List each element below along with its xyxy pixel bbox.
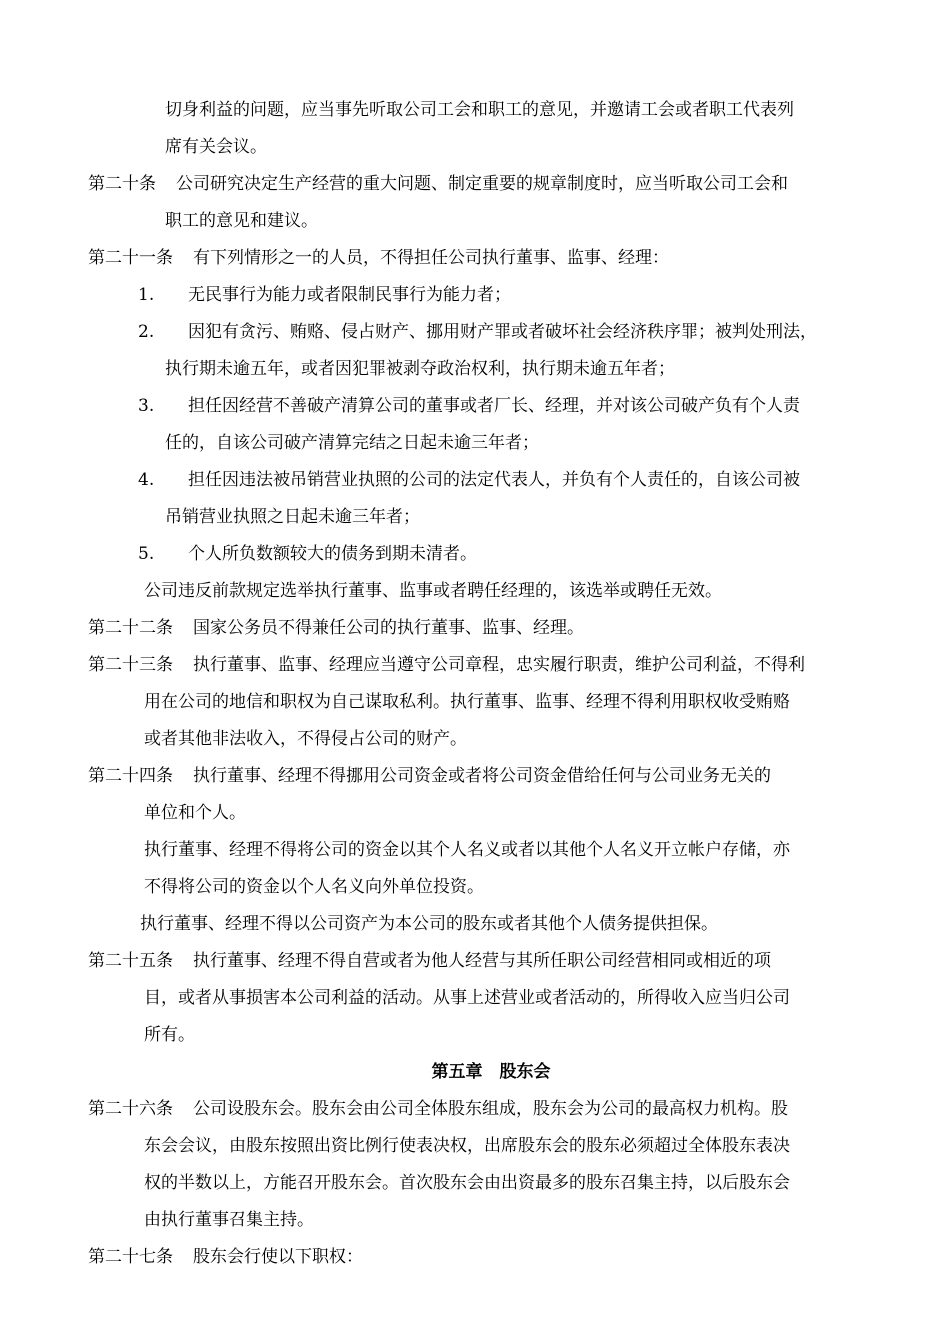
- continuation-line: 公司违反前款规定选举执行董事、监事或者聘任经理的，该选举或聘任无效。: [144, 581, 722, 601]
- article-line: [88, 240, 864, 277]
- article-line: [88, 943, 864, 980]
- article-number: 第二十五条: [88, 951, 173, 971]
- article-text: 公司研究决定生产经营的重大问题、制定重要的规章制度时，应当听取公司工会和: [176, 174, 788, 194]
- document-page: [88, 92, 864, 1276]
- list-item-number: 2.: [138, 322, 155, 342]
- article-text: 国家公务员不得兼任公司的执行董事、监事、经理。: [193, 618, 584, 638]
- list-item: [88, 462, 864, 499]
- continuation-line: 执行董事、经理不得以公司资产为本公司的股东或者其他个人债务提供担保。: [140, 914, 718, 934]
- continuation-line: 执行董事、经理不得将公司的资金以其个人名义或者以其他个人名义开立帐户存储，亦: [144, 840, 790, 860]
- continuation-line: 单位和个人。: [144, 803, 246, 823]
- list-item: [88, 536, 864, 573]
- continuation-line: 不得将公司的资金以个人名义向外单位投资。: [144, 877, 484, 897]
- article-line: [88, 166, 864, 203]
- continuation-line: 目，或者从事损害本公司利益的活动。从事上述营业或者活动的，所得收入应当归公司: [144, 988, 790, 1008]
- list-item: [88, 314, 864, 351]
- continuation-line: 吊销营业执照之日起未逾三年者；: [165, 507, 420, 527]
- list-item-text: 个人所负数额较大的债务到期未清者。: [188, 544, 477, 564]
- list-item-number: 1.: [138, 285, 155, 305]
- list-item: [88, 277, 864, 314]
- article-line: [88, 1239, 864, 1276]
- article-number: 第二十六条: [88, 1099, 173, 1119]
- list-item-number: 4.: [138, 470, 155, 490]
- continuation-line: 任的，自该公司破产清算完结之日起未逾三年者；: [165, 433, 539, 453]
- continuation-line: 用在公司的地信和职权为自己谋取私利。执行董事、监事、经理不得利用职权收受贿赂: [144, 692, 790, 712]
- chapter-heading: 第五章 股东会: [431, 1062, 551, 1082]
- article-text: 执行董事、监事、经理应当遵守公司章程，忠实履行职责，维护公司利益，不得利: [193, 655, 805, 675]
- article-text: 股东会行使以下职权：: [193, 1247, 363, 1267]
- list-item: [88, 388, 864, 425]
- list-item-text: 因犯有贪污、贿赂、侵占财产、挪用财产罪或者破坏社会经济秩序罪；被判处刑法，: [188, 322, 817, 342]
- continuation-line: 所有。: [144, 1025, 195, 1045]
- continuation-line: 权的半数以上，方能召开股东会。首次股东会由出资最多的股东召集主持，以后股东会: [144, 1173, 790, 1193]
- article-line: [88, 758, 864, 795]
- article-text: 执行董事、经理不得自营或者为他人经营与其所任职公司经营相同或相近的项: [193, 951, 771, 971]
- continuation-line: 席有关会议。: [165, 137, 267, 157]
- article-number: 第二十一条: [88, 248, 173, 268]
- list-item-text: 担任因违法被吊销营业执照的公司的法定代表人，并负有个人责任的，自该公司被: [188, 470, 800, 490]
- continuation-line: 切身利益的问题，应当事先听取公司工会和职工的意见，并邀请工会或者职工代表列: [165, 100, 794, 120]
- list-item-text: 无民事行为能力或者限制民事行为能力者；: [188, 285, 511, 305]
- article-text: 公司设股东会。股东会由公司全体股东组成，股东会为公司的最高权力机构。股: [193, 1099, 788, 1119]
- article-line: [88, 1091, 864, 1128]
- article-number: 第二十二条: [88, 618, 173, 638]
- continuation-line: 由执行董事召集主持。: [144, 1210, 314, 1230]
- list-item-text: 担任因经营不善破产清算公司的董事或者厂长、经理，并对该公司破产负有个人责: [188, 396, 800, 416]
- continuation-line: 执行期未逾五年，或者因犯罪被剥夺政治权利，执行期未逾五年者；: [165, 359, 675, 379]
- continuation-line: 东会会议，由股东按照出资比例行使表决权，出席股东会的股东必须超过全体股东表决: [144, 1136, 790, 1156]
- article-line: [88, 647, 864, 684]
- article-text: 执行董事、经理不得挪用公司资金或者将公司资金借给任何与公司业务无关的: [193, 766, 771, 786]
- list-item-number: 3.: [138, 396, 155, 416]
- article-text: 有下列情形之一的人员，不得担任公司执行董事、监事、经理：: [193, 248, 669, 268]
- article-number: 第二十三条: [88, 655, 173, 675]
- article-line: [88, 610, 864, 647]
- article-number: 第二十四条: [88, 766, 173, 786]
- list-item-number: 5.: [138, 544, 155, 564]
- continuation-line: 或者其他非法收入，不得侵占公司的财产。: [144, 729, 467, 749]
- article-number: 第二十条: [88, 174, 156, 194]
- continuation-line: 职工的意见和建议。: [165, 211, 318, 231]
- article-number: 第二十七条: [88, 1247, 173, 1267]
